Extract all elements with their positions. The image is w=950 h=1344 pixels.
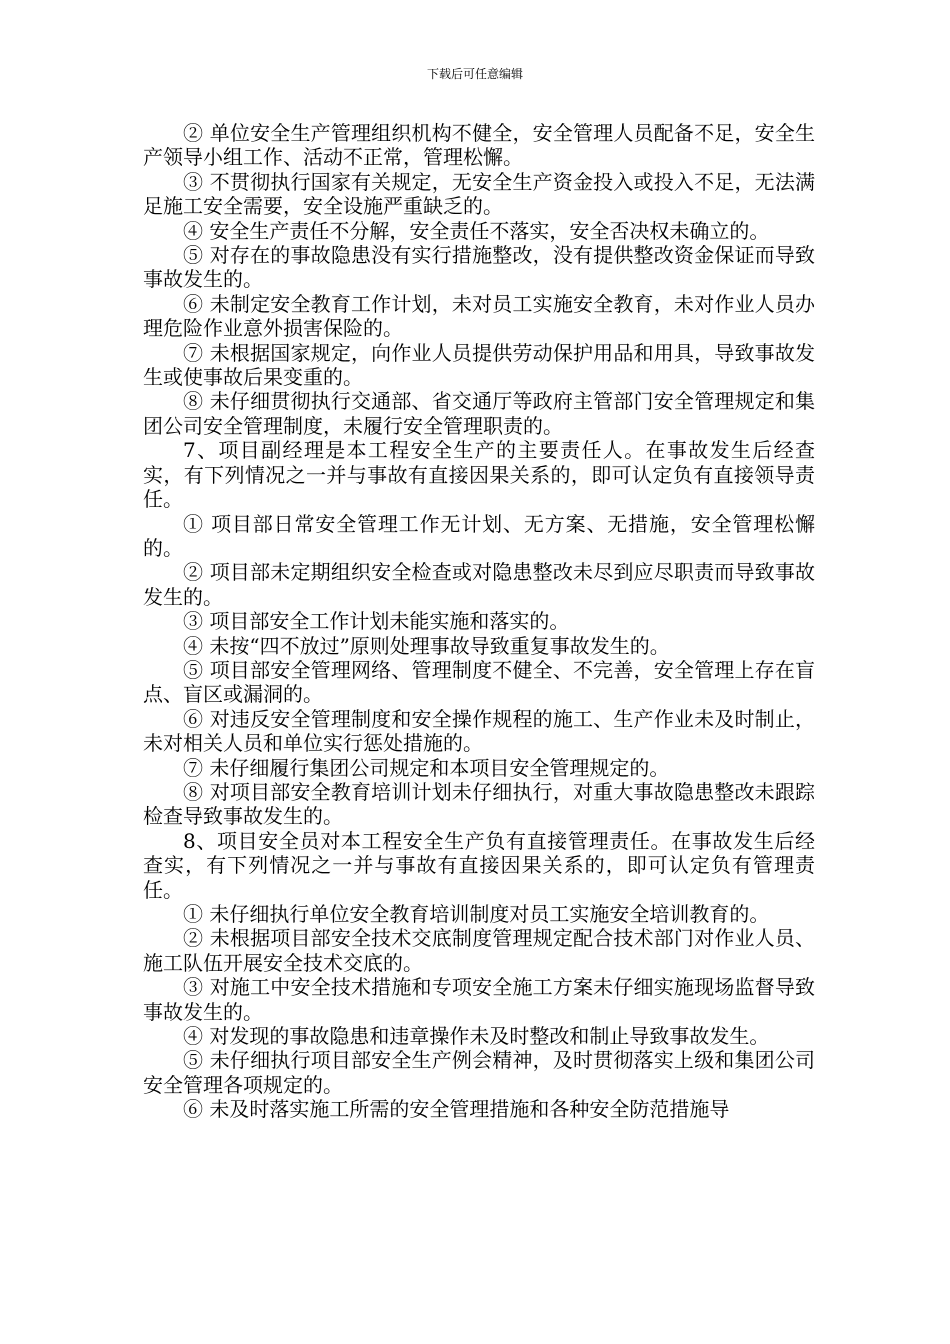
section-paragraph-7: 7、项目副经理是本工程安全生产的主要责任人。在事故发生后经查实，有下列情况之一并与事故有直接因果关系的，即可认定负有直接领导责任。 — [143, 438, 815, 512]
document-body — [143, 121, 815, 1122]
paragraph: ③ 项目部安全工作计划未能实施和落实的。 — [183, 609, 570, 634]
paragraph: ⑦ 未仔细履行集团公司规定和本项目安全管理规定的。 — [183, 755, 670, 780]
paragraph: ③ 对施工中安全技术措施和专项安全施工方案未仔细实施现场监督导致事故发生的。 — [143, 975, 815, 1024]
paragraph: ② 单位安全生产管理组织机构不健全，安全管理人员配备不足，安全生产领导小组工作、活动不正常，管理松懈。 — [143, 121, 815, 170]
paragraph: ⑤ 项目部安全管理网络、管理制度不健全、不完善，安全管理上存在盲点、盲区或漏洞的。 — [143, 657, 815, 707]
paragraph: ④ 安全生产责任不分解，安全责任不落实，安全否决权未确立的。 — [183, 218, 770, 243]
paragraph: ② 项目部未定期组织安全检查或对隐患整改未尽到应尽职责而导致事故发生的。 — [143, 560, 815, 609]
paragraph: ③ 不贯彻执行国家有关规定，无安全生产资金投入或投入不足，无法满足施工安全需要，安全设施严重缺乏的。 — [143, 169, 815, 219]
paragraph: ⑥ 未制定安全教育工作计划，未对员工实施安全教育，未对作业人员办理危险作业意外损害保险的。 — [143, 291, 815, 341]
paragraph: ⑥ 对违反安全管理制度和安全操作规程的施工、生产作业未及时制止，未对相关人员和单位实行惩处措施的。 — [143, 706, 815, 756]
paragraph: ① 未仔细执行单位安全教育培训制度对员工实施安全培训教育的。 — [183, 902, 770, 926]
paragraph: ⑥ 未及时落实施工所需的安全管理措施和各种安全防范措施导 — [183, 1097, 730, 1122]
paragraph: ⑤ 未仔细执行项目部安全生产例会精神，及时贯彻落实上级和集团公司安全管理各项规定的。 — [143, 1048, 815, 1097]
paragraph: ⑧ 对项目部安全教育培训计划未仔细执行，对重大事故隐患整改未跟踪检查导致事故发生的。 — [143, 779, 815, 829]
paragraph: ② 未根据项目部安全技术交底制度管理规定配合技术部门对作业人员、施工队伍开展安全技术交底的。 — [143, 926, 815, 975]
paragraph: ① 项目部日常安全管理工作无计划、无方案、无措施，安全管理松懈的。 — [143, 511, 815, 560]
paragraph: ⑧ 未仔细贯彻执行交通部、省交通厅等政府主管部门安全管理规定和集团公司安全管理制度，未履行安全管理职责的。 — [143, 389, 815, 438]
paragraph: ④ 对发现的事故隐患和违章操作未及时整改和制止导致事故发生。 — [183, 1024, 770, 1049]
paragraph: ④ 未按“四不放过”原则处理事故导致重复事故发生的。 — [183, 633, 670, 658]
section-paragraph-8: 8、项目安全员对本工程安全生产负有直接管理责任。在事故发生后经查实，有下列情况之一并与事故有直接因果关系的，即可认定负有管理责任。 — [143, 828, 815, 902]
paragraph: ⑤ 对存在的事故隐患没有实行措施整改，没有提供整改资金保证而导致事故发生的。 — [143, 243, 815, 292]
page-header-note: 下载后可任意编辑 — [426, 67, 523, 81]
paragraph: ⑦ 未根据国家规定，向作业人员提供劳动保护用品和用具，导致事故发生或使事故后果变重的。 — [143, 340, 815, 390]
